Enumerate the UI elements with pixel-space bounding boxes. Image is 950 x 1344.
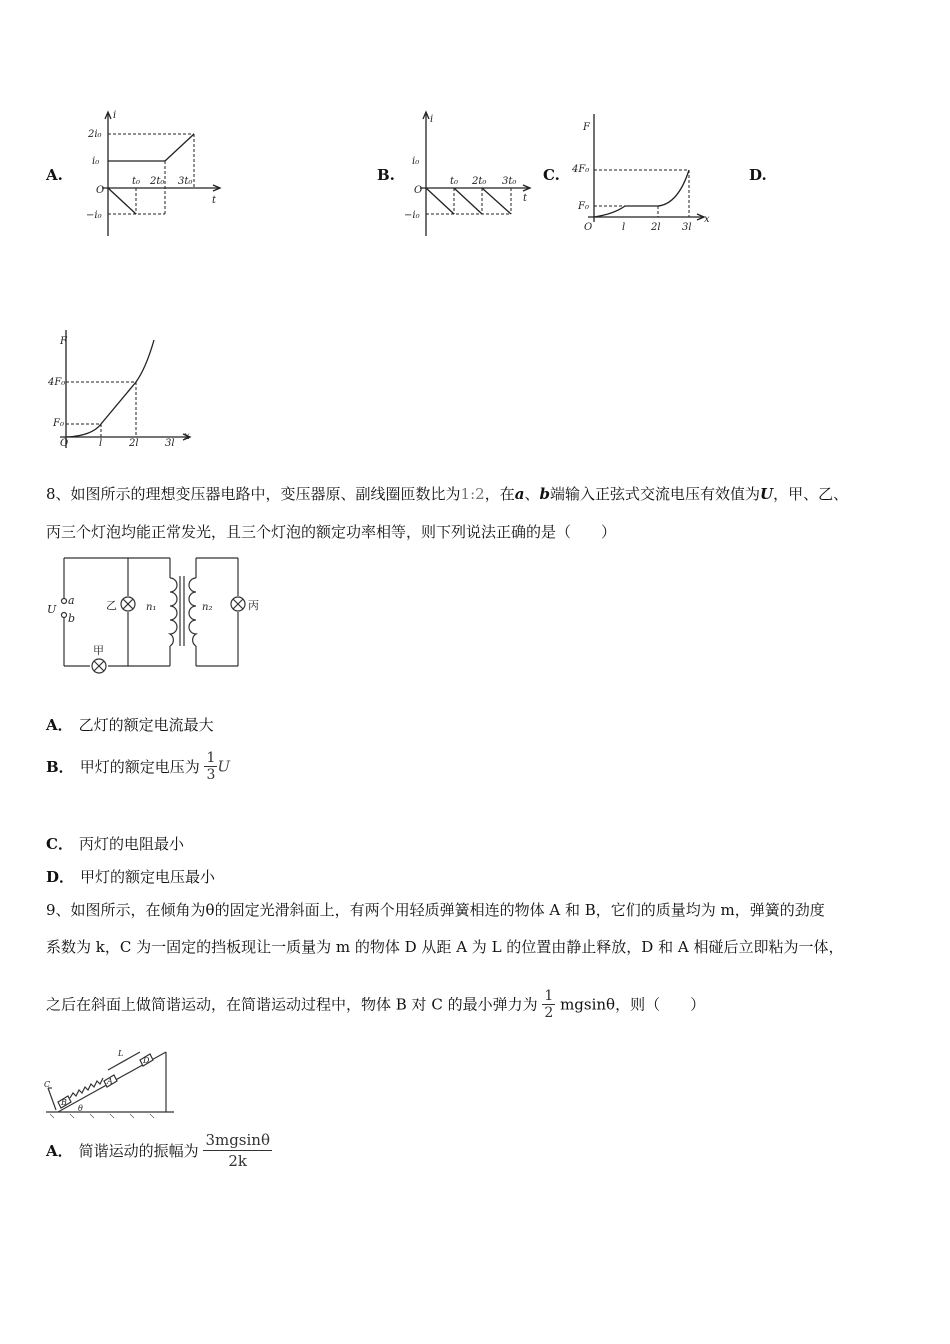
transformer-circuit bbox=[44, 548, 274, 683]
graph-d-x3: 3l bbox=[165, 438, 175, 449]
q7-option-b-letter: B. bbox=[377, 166, 395, 184]
graph-d-y1: F₀ bbox=[53, 418, 64, 429]
graph-a-ylabel: i bbox=[113, 110, 117, 121]
graph-c-xlabel: x bbox=[704, 214, 710, 225]
graph-a-y1: i₀ bbox=[92, 156, 100, 167]
q8-option-a[interactable]: A． 乙灯的额定电流最大 bbox=[46, 716, 214, 734]
q9-stem-line1: 9、如图所示，在倾角为θ的固定光滑斜面上，有两个用轻质弹簧相连的物体 A 和 B，它们的质量均为 m，弹簧的劲度 bbox=[46, 901, 825, 919]
circuit-bing: 丙 bbox=[248, 599, 259, 612]
graph-a-origin: O bbox=[96, 185, 105, 196]
incline-c: C bbox=[44, 1080, 51, 1089]
circuit-jia: 甲 bbox=[93, 644, 104, 657]
q8-option-c[interactable]: C． 丙灯的电阻最小 bbox=[46, 835, 184, 853]
q9-option-a[interactable]: A． 简谐运动的振幅为 $\frac{3mgsin\theta}{2k}$ bbox=[46, 1131, 270, 1170]
graph-c-origin: O bbox=[584, 222, 593, 233]
incline-a: A bbox=[107, 1077, 113, 1086]
graph-d-x2: 2l bbox=[129, 438, 139, 449]
incline-theta: θ bbox=[78, 1104, 83, 1113]
incline-figure bbox=[40, 1040, 180, 1120]
graph-d-xlabel: x bbox=[184, 431, 190, 442]
graph-d-ylabel: F bbox=[60, 336, 67, 347]
graph-d-x1: l bbox=[99, 438, 103, 449]
graph-c-x3: 3l bbox=[682, 222, 692, 233]
graph-a-t1: t₀ bbox=[132, 176, 141, 187]
q9-option-a-fraction: $\frac{3mgsin\theta}{2k}$ bbox=[205, 1131, 270, 1170]
graph-c bbox=[570, 110, 720, 240]
graph-d-origin: O bbox=[60, 438, 69, 449]
q9-stem-line3: 之后在斜面上做简谐运动，在简谐运动过程中，物体 B 对 C 的最小弹力为 $\frac{1}{2}$ mgsinθ，则（ ） bbox=[46, 988, 706, 1021]
graph-a-t3: 3t₀ bbox=[178, 176, 193, 187]
graph-b-origin: O bbox=[414, 185, 423, 196]
circuit-b: b bbox=[68, 612, 76, 625]
graph-c-x2: 2l bbox=[651, 222, 661, 233]
q8-stem-line1: 8、如图所示的理想变压器电路中，变压器原、副线圈匝数比为1:2，在a、b端输入正弦式交流电压有效值为U，甲、乙、 bbox=[46, 485, 849, 503]
graph-a-t2: 2t₀ bbox=[150, 176, 165, 187]
q8-ratio: 1:2 bbox=[460, 485, 485, 503]
graph-c-x1: l bbox=[622, 222, 626, 233]
circuit-yi: 乙 bbox=[106, 599, 117, 612]
graph-b-ylabel: i bbox=[430, 114, 434, 125]
circuit-n2: n₂ bbox=[202, 602, 213, 613]
graph-a-y2: 2i₀ bbox=[88, 129, 102, 140]
circuit-a: a bbox=[68, 594, 75, 607]
graph-d bbox=[44, 328, 204, 454]
q7-option-d-letter: D. bbox=[749, 166, 767, 184]
graph-b-yneg: −i₀ bbox=[404, 210, 420, 221]
graph-b-xlabel: t bbox=[523, 193, 528, 204]
graph-c-ylabel: F bbox=[583, 122, 590, 133]
graph-c-y4: 4F₀ bbox=[572, 164, 590, 175]
q7-option-a-letter: A. bbox=[46, 166, 63, 184]
q9-fraction: $\frac{1}{2}$ bbox=[544, 988, 554, 1021]
graph-b-y1: i₀ bbox=[412, 156, 420, 167]
q8-option-d[interactable]: D． 甲灯的额定电压最小 bbox=[46, 868, 216, 886]
graph-d-y4: 4F₀ bbox=[48, 377, 66, 388]
circuit-u: U bbox=[47, 603, 57, 616]
graph-b-t2: 2t₀ bbox=[472, 176, 487, 187]
q8-option-b-fraction: $\frac{1}{3}$ bbox=[206, 750, 216, 783]
graph-a-xlabel: t bbox=[212, 195, 217, 206]
graph-a-yneg: −i₀ bbox=[86, 210, 102, 221]
q8-stem-line2: 丙三个灯泡均能正常发光，且三个灯泡的额定功率相等，则下列说法正确的是（ ） bbox=[46, 523, 617, 541]
incline-d: D bbox=[143, 1056, 150, 1065]
graph-b-t1: t₀ bbox=[450, 176, 459, 187]
circuit-n1: n₁ bbox=[146, 602, 157, 613]
graph-c-y1: F₀ bbox=[578, 201, 589, 212]
graph-a bbox=[80, 108, 230, 243]
q7-option-c-letter: C. bbox=[543, 166, 560, 184]
graph-b-t3: 3t₀ bbox=[502, 176, 517, 187]
graph-b bbox=[402, 108, 542, 243]
incline-l: L bbox=[118, 1049, 124, 1058]
q8-option-b[interactable]: B． 甲灯的额定电压为 $\frac{1}{3}$ U bbox=[46, 750, 231, 783]
incline-b: B bbox=[61, 1098, 67, 1107]
q9-stem-line2: 系数为 k，C 为一固定的挡板现让一质量为 m 的物体 D 从距 A 为 L 的位置由静止释放，D 和 A 相碰后立即粘为一体， bbox=[46, 938, 844, 956]
